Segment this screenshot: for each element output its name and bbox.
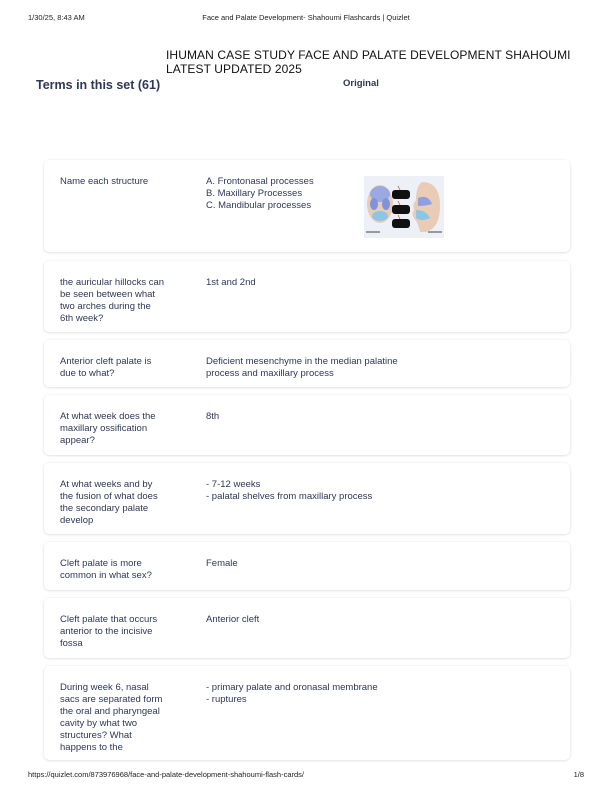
embryo-face-diagram-icon[interactable] — [364, 176, 444, 238]
card-term: During week 6, nasal sacs are separated form the oral and pharyngeal cavity by what two structures? What happens to the — [60, 682, 163, 753]
card-term: Cleft palate that occurs anterior to the incisive fossa — [60, 614, 158, 649]
card-term: the auricular hillocks can be seen between what two arches during the 6th week? — [60, 277, 165, 324]
print-datetime: 1/30/25, 8:43 AM — [28, 13, 85, 22]
flashcard-7[interactable] — [44, 598, 570, 658]
card-term: Name each structure — [60, 176, 149, 187]
card-term: At what weeks and by the fusion of what does the secondary palate develop — [60, 479, 158, 526]
card-definition: Anterior cleft — [206, 614, 260, 625]
sort-label[interactable]: Original — [343, 78, 379, 89]
card-definition: Deficient mesenchyme in the median palatine process and maxillary process — [206, 356, 398, 379]
card-term: Cleft palate is more common in what sex? — [60, 558, 152, 581]
flashcard-3[interactable] — [44, 340, 570, 387]
flashcard-6[interactable] — [44, 542, 570, 590]
flashcard-8[interactable] — [44, 666, 570, 760]
card-term: Anterior cleft palate is due to what? — [60, 356, 152, 379]
card-definition: 1st and 2nd — [206, 277, 256, 288]
card-definition: 8th — [206, 411, 220, 422]
card-definition: - 7-12 weeks - palatal shelves from maxillary process — [206, 479, 373, 502]
card-term: At what week does the maxillary ossification appear? — [60, 411, 156, 446]
card-definition: A. Frontonasal processes B. Maxillary Processes C. Mandibular processes — [206, 176, 314, 211]
print-header — [28, 13, 584, 22]
card-definition: - primary palate and oronasal membrane - ruptures — [206, 682, 378, 705]
print-page-title: Face and Palate Development- Shahoumi Flashcards | Quizlet — [202, 13, 410, 22]
print-url[interactable]: https://quizlet.com/873976968/face-and-palate-development-shahoumi-flash-cards/ — [28, 770, 304, 779]
flashcard-1[interactable] — [44, 160, 570, 252]
print-page-number: 1/8 — [573, 770, 584, 779]
print-footer — [28, 770, 584, 779]
embryo-face-diagram-graphic — [364, 176, 444, 238]
flashcard-5[interactable] — [44, 463, 570, 534]
card-definition: Female — [206, 558, 238, 569]
document-title: IHUMAN CASE STUDY FACE AND PALATE DEVELOPMENT SHAHOUMI LATEST UPDATED 2025 — [166, 48, 571, 76]
flashcard-2[interactable] — [44, 261, 570, 332]
terms-heading: Terms in this set (61) — [36, 78, 161, 92]
flashcard-4[interactable] — [44, 395, 570, 455]
